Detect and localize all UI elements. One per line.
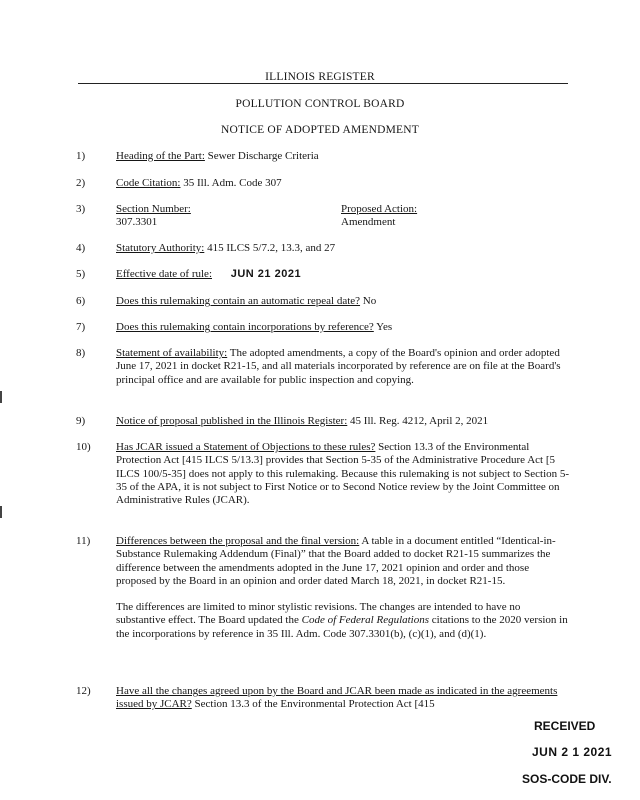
item-label: Have all the changes agreed upon by the Board and JCAR been made as indicated in the agreements issued by JCAR? — [116, 685, 558, 711]
item-number: 4) — [76, 242, 86, 254]
board-title: POLLUTION CONTROL BOARD — [235, 98, 405, 110]
item-label: Does this rulemaking contain incorporations by reference? — [116, 321, 374, 333]
register-title: ILLINOIS REGISTER — [265, 71, 375, 83]
item-number: 10) — [76, 441, 91, 453]
item-value: Sewer Discharge Criteria — [207, 150, 319, 162]
item-value: 45 Ill. Reg. 4212, April 2, 2021 — [350, 415, 489, 427]
item-label: Differences between the proposal and the final version: — [116, 535, 360, 547]
section-number-label: Section Number: — [116, 203, 191, 215]
item-number: 1) — [76, 150, 86, 162]
item-text: Section 13.3 of the Environmental Protection Act [415 ILCS 5/13.3] provides that Section 5-35 of the Administrative Procedure Act [5 ILCS 100/5-35] does not apply to this rulemaking. Because this rulemaking is not subject to Section 5-35 of the APA, it is not subject to First Notice or to Second Notice review by the Joint Committee on Administrative Rules (JCAR). — [116, 441, 570, 507]
item-number: 5) — [76, 268, 86, 280]
item-number: 12) — [76, 685, 91, 697]
notice-title: NOTICE OF ADOPTED AMENDMENT — [220, 124, 420, 136]
item-label: Does this rulemaking contain an automatic repeal date? — [116, 295, 361, 307]
item-paragraph-2 — [116, 601, 571, 641]
item-value: 35 Ill. Adm. Code 307 — [183, 177, 282, 189]
item-label: Statement of availability: — [116, 347, 228, 359]
item-label: Has JCAR issued a Statement of Objections to these rules? — [116, 441, 376, 453]
item-label: Notice of proposal published in the Illinois Register: — [116, 415, 348, 427]
sos-code-division-stamp: SOS-CODE DIV. — [522, 772, 612, 786]
paragraph-text: citations to the 2020 version in the incorporations by reference in 35 Ill. Adm. Code 307.3301(b), (c)(1), and (d)(1). — [116, 614, 568, 640]
effective-date-stamp: JUN 21 2021 — [230, 268, 302, 280]
item-text: A table in a document entitled “Identical-in-Substance Rulemaking Addendum (Final)” that the Board added to docket R21-15 summarizes the difference between the amendments adopted in the June 17, 2021 opinion and order and those proposed by the Board in an opinion and order dated March 18, 2021, in docket R21-15. — [116, 535, 556, 587]
item-number: 11) — [76, 535, 91, 547]
item-text: The adopted amendments, a copy of the Board's opinion and order adopted June 17, 2021 in docket R21-15, and all materials incorporated by reference are on file at the Board's principal office and are available for public inspection and copying. — [116, 347, 561, 386]
item-number: 9) — [76, 415, 86, 427]
cfr-title: Code of Federal Regulations — [301, 614, 430, 627]
item-label: Code Citation: — [116, 177, 181, 189]
proposed-action-label: Proposed Action: — [341, 203, 418, 215]
scan-mark — [0, 506, 2, 518]
item-value: Yes — [376, 321, 393, 333]
paragraph-text: The differences are limited to minor stylistic revisions. The changes are intended to have no substantive effect. The Board updated the — [116, 601, 521, 627]
item-number: 2) — [76, 177, 86, 189]
item-number: 7) — [76, 321, 86, 333]
item-label: Statutory Authority: — [116, 242, 205, 254]
item-label: Heading of the Part: — [116, 150, 205, 162]
header-rule — [78, 83, 568, 84]
item-value: No — [362, 295, 377, 307]
scan-mark — [0, 391, 2, 403]
item-value: 415 ILCS 5/7.2, 13.3, and 27 — [207, 242, 336, 254]
section-number-value: 307.3301 — [116, 216, 158, 229]
item-number: 6) — [76, 295, 86, 307]
item-text: Section 13.3 of the Environmental Protection Act [415 — [194, 698, 435, 711]
item-label: Effective date of rule: — [116, 268, 212, 280]
received-date-stamp: JUN 2 1 2021 — [532, 745, 613, 759]
received-stamp: RECEIVED — [534, 719, 596, 733]
proposed-action-value: Amendment — [341, 216, 396, 229]
item-number: 3) — [76, 203, 86, 215]
item-number: 8) — [76, 347, 86, 359]
